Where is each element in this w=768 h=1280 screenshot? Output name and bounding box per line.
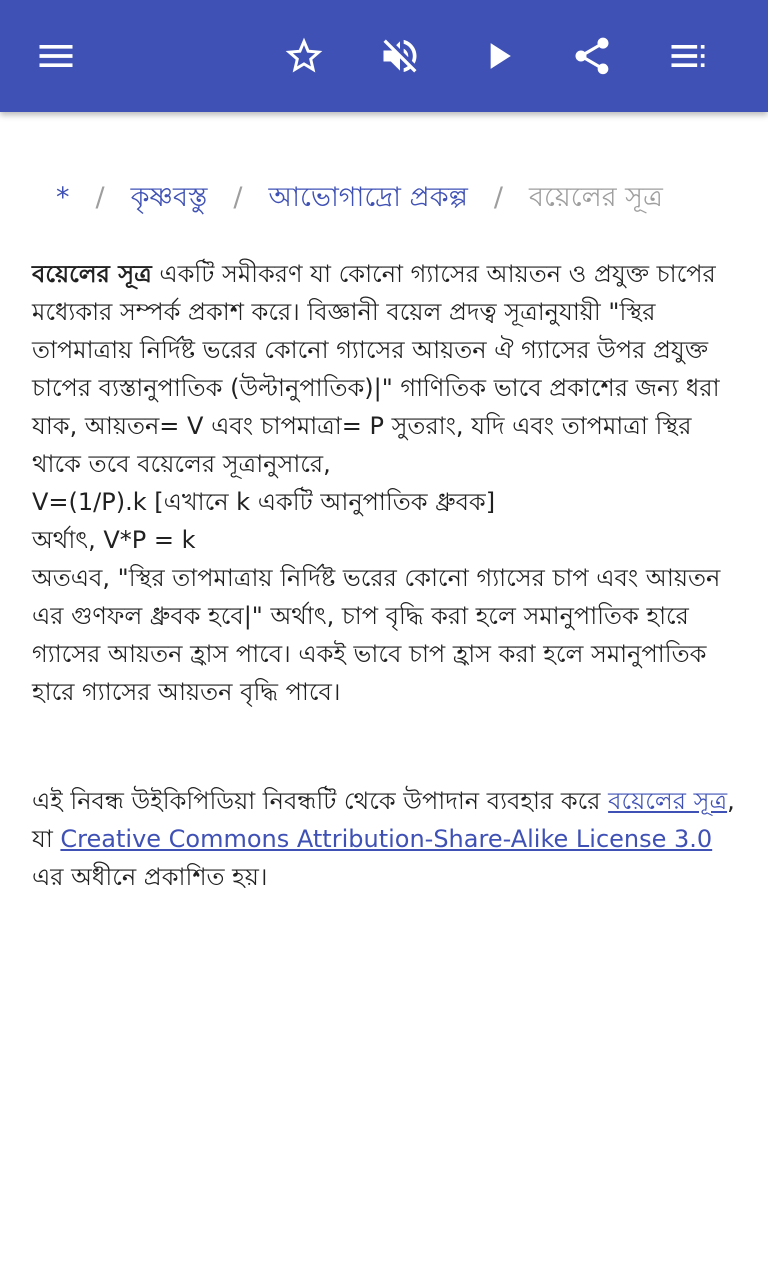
volume-off-icon[interactable]	[372, 28, 428, 84]
license-link[interactable]: Creative Commons Attribution-Share-Alike License 3.0	[60, 825, 713, 853]
attribution-suffix: এর অধীনে প্রকাশিত হয়।	[32, 863, 268, 891]
breadcrumb-root-link[interactable]: *	[56, 182, 70, 213]
hamburger-menu-icon[interactable]	[28, 28, 84, 84]
attribution-middle: , যা	[32, 787, 735, 853]
article-body	[32, 255, 738, 711]
play-icon[interactable]	[470, 28, 526, 84]
attribution-prefix: এই নিবন্ধ উইকিপিডিয়া নিবন্ধটি থেকে উপাদান ব্যবহার করে	[32, 787, 609, 815]
source-article-link[interactable]: বয়েলের সূত্র	[608, 787, 728, 815]
breadcrumb-current: বয়েলের সূত্র	[528, 182, 663, 213]
breadcrumb-separator: /	[95, 182, 105, 213]
share-icon[interactable]	[564, 28, 620, 84]
article-title-bold: বয়েলের সূত্র	[32, 260, 152, 288]
article-intro-paragraph	[32, 255, 738, 483]
breadcrumb-link-blackbody[interactable]: কৃষ্ণবস্তু	[130, 182, 208, 213]
formula-line-2: অর্থাৎ, V*P = k	[32, 526, 196, 554]
attribution-notice	[32, 782, 738, 896]
breadcrumb-link-avogadro[interactable]: আভোগাদ্রো প্রকল্প	[268, 182, 468, 213]
app-bar	[0, 0, 768, 112]
article-intro-text: একটি সমীকরণ যা কোনো গ্যাসের আয়তন ও প্রযুক্ত চাপের মধ্যেকার সম্পর্ক প্রকাশ করে। বিজ্ঞানী বয়েল প্রদত্ব সূত্রানুযায়ী "স্থির তাপমাত্রায় নির্দিষ্ট ভরের কোনো গ্যাসের আয়তন ঐ গ্যাসের উপর প্রযুক্ত চাপের ব্যস্তানুপাতিক (উল্টানুপাতিক)|" গাণিতিক ভাবে প্রকাশের জন্য ধরা যাক, আয়তন= V এবং চাপমাত্রা= P সুতরাং, যদি এবং তাপমাত্রা স্থির থাকে তবে বয়েলের সূত্রানুসারে,	[32, 260, 720, 478]
article-conclusion: অতএব, "স্থির তাপমাত্রায় নির্দিষ্ট ভরের কোনো গ্যাসের চাপ এবং আয়তন এর গুণফল ধ্রুবক হবে|" অর্থাৎ, চাপ বৃদ্ধি করা হলে সমানুপাতিক হারে গ্যাসের আয়তন হ্রাস পাবে। একই ভাবে চাপ হ্রাস করা হলে সমানুপাতিক হারে গ্যাসের আয়তন বৃদ্ধি পাবে।	[32, 564, 721, 706]
breadcrumb-separator: /	[493, 182, 503, 213]
playlist-icon[interactable]	[660, 28, 716, 84]
breadcrumb-separator: /	[233, 182, 243, 213]
formula-line-1: V=(1/P).k [এখানে k একটি আনুপাতিক ধ্রুবক]	[32, 488, 496, 516]
star-outline-icon[interactable]	[276, 28, 332, 84]
breadcrumb	[56, 178, 756, 218]
